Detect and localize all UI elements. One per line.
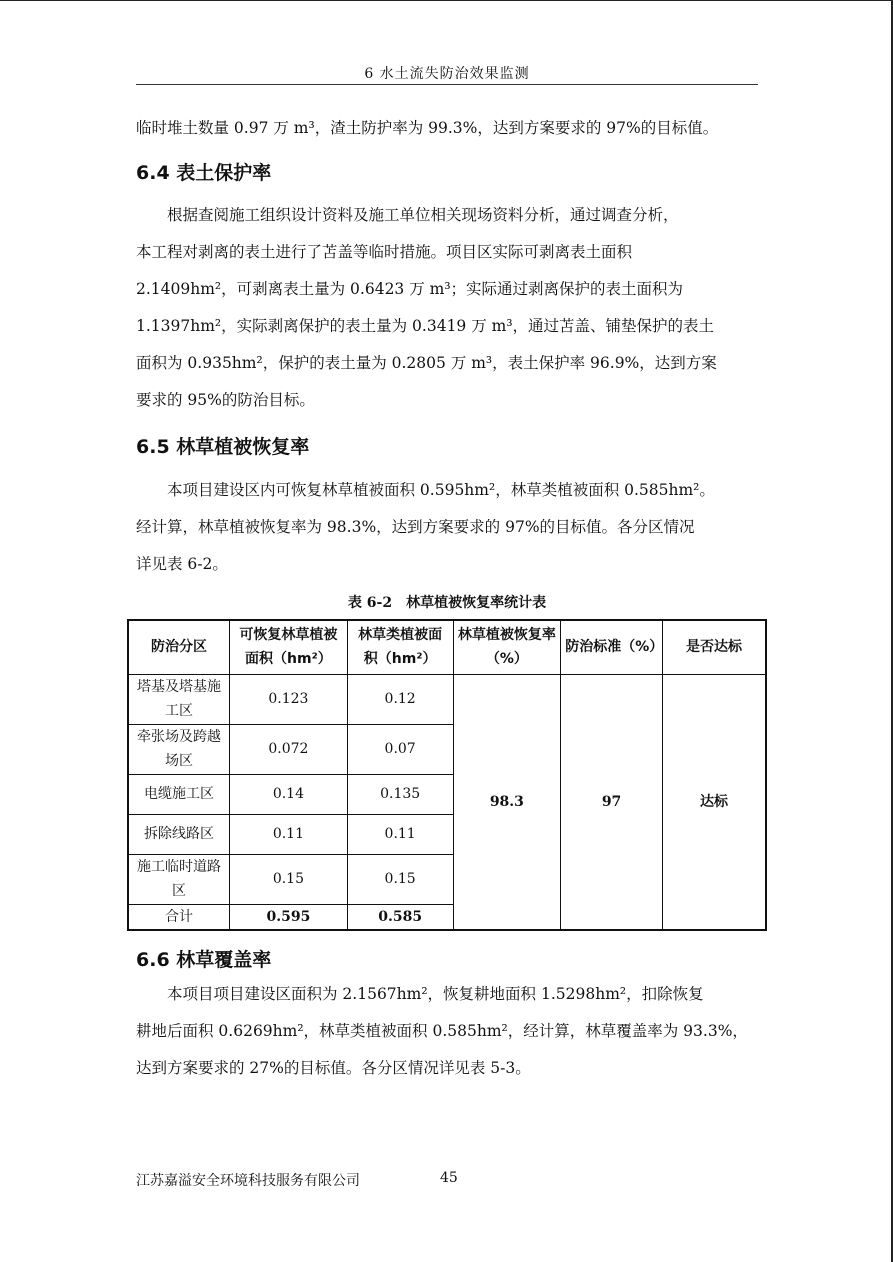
cell-zone: 电缆施工区 bbox=[128, 774, 230, 814]
page-top-border bbox=[0, 0, 893, 1]
paragraph-6-4 bbox=[136, 197, 758, 419]
cell-restorable: 0.14 bbox=[230, 774, 348, 814]
cell-vegetation: 0.15 bbox=[347, 854, 453, 904]
cell-zone: 塔基及塔基施工区 bbox=[128, 674, 230, 724]
cell-vegetation: 0.135 bbox=[347, 774, 453, 814]
paragraph-line: 本项目项目建设区面积为 2.1567hm²，恢复耕地面积 1.5298hm²，扣除恢复 bbox=[136, 985, 704, 1003]
cell-restorable: 0.11 bbox=[230, 814, 348, 854]
header-vegetation-area: 林草类植被面积（hm²） bbox=[347, 620, 453, 674]
paragraph-line: 耕地后面积 0.6269hm²，林草类植被面积 0.585hm²，经计算，林草覆盖率为 93.3%， bbox=[136, 1022, 748, 1040]
intro-paragraph bbox=[136, 110, 758, 147]
paragraph-line: 1.1397hm²，实际剥离保护的表土量为 0.3419 万 m³，通过苫盖、铺垫保护的表土 bbox=[136, 317, 715, 335]
header-recovery-rate: 林草植被恢复率（%） bbox=[453, 620, 561, 674]
cell-zone: 拆除线路区 bbox=[128, 814, 230, 854]
cell-total-restorable: 0.595 bbox=[230, 904, 348, 930]
table-row bbox=[128, 674, 766, 724]
paragraph-line: 达到方案要求的 27%的目标值。各分区情况详见表 5-3。 bbox=[136, 1059, 531, 1077]
paragraph-6-5 bbox=[136, 472, 758, 583]
paragraph-line: 2.1409hm²，可剥离表土量为 0.6423 万 m³；实际通过剥离保护的表土面积为 bbox=[136, 280, 684, 298]
cell-restorable: 0.123 bbox=[230, 674, 348, 724]
vegetation-recovery-table bbox=[127, 619, 767, 931]
header-met: 是否达标 bbox=[662, 620, 766, 674]
cell-standard: 97 bbox=[561, 674, 663, 930]
section-heading-6-6: 6.6 林草覆盖率 bbox=[136, 949, 272, 971]
cell-zone: 施工临时道路区 bbox=[128, 854, 230, 904]
paragraph-line: 本工程对剥离的表土进行了苫盖等临时措施。项目区实际可剥离表土面积 bbox=[136, 243, 633, 261]
paragraph-line: 临时堆土数量 0.97 万 m³，渣土防护率为 99.3%，达到方案要求的 97%的目标值。 bbox=[136, 119, 719, 137]
header-zone: 防治分区 bbox=[128, 620, 230, 674]
cell-total-vegetation: 0.585 bbox=[347, 904, 453, 930]
paragraph-line: 详见表 6-2。 bbox=[136, 555, 228, 573]
page-number: 45 bbox=[440, 1170, 458, 1186]
paragraph-line: 要求的 95%的防治目标。 bbox=[136, 391, 315, 409]
cell-met: 达标 bbox=[662, 674, 766, 930]
cell-total-label: 合计 bbox=[128, 904, 230, 930]
cell-vegetation: 0.07 bbox=[347, 724, 453, 774]
table-caption: 表 6-2 林草植被恢复率统计表 bbox=[347, 595, 547, 611]
footer-company: 江苏嘉溢安全环境科技服务有限公司 bbox=[136, 1173, 360, 1189]
paragraph-6-6 bbox=[136, 976, 758, 1087]
cell-recovery-rate: 98.3 bbox=[453, 674, 561, 930]
header-rule bbox=[136, 84, 758, 85]
running-header: 6 水土流失防治效果监测 bbox=[364, 66, 530, 82]
cell-restorable: 0.072 bbox=[230, 724, 348, 774]
header-standard: 防治标准（%） bbox=[561, 620, 663, 674]
paragraph-line: 本项目建设区内可恢复林草植被面积 0.595hm²，林草类植被面积 0.585hm²。 bbox=[136, 481, 715, 499]
paragraph-line: 根据查阅施工组织设计资料及施工单位相关现场资料分析，通过调查分析， bbox=[136, 206, 679, 224]
section-heading-6-4: 6.4 表土保护率 bbox=[136, 162, 272, 184]
paragraph-line: 面积为 0.935hm²，保护的表土量为 0.2805 万 m³，表土保护率 96.9%，达到方案 bbox=[136, 354, 717, 372]
cell-zone: 牵张场及跨越场区 bbox=[128, 724, 230, 774]
cell-vegetation: 0.12 bbox=[347, 674, 453, 724]
table-header-row bbox=[128, 620, 766, 674]
section-heading-6-5: 6.5 林草植被恢复率 bbox=[136, 436, 310, 458]
paragraph-line: 经计算，林草植被恢复率为 98.3%，达到方案要求的 97%的目标值。各分区情况 bbox=[136, 518, 695, 536]
cell-vegetation: 0.11 bbox=[347, 814, 453, 854]
cell-restorable: 0.15 bbox=[230, 854, 348, 904]
header-restorable-area: 可恢复林草植被面积（hm²） bbox=[230, 620, 348, 674]
